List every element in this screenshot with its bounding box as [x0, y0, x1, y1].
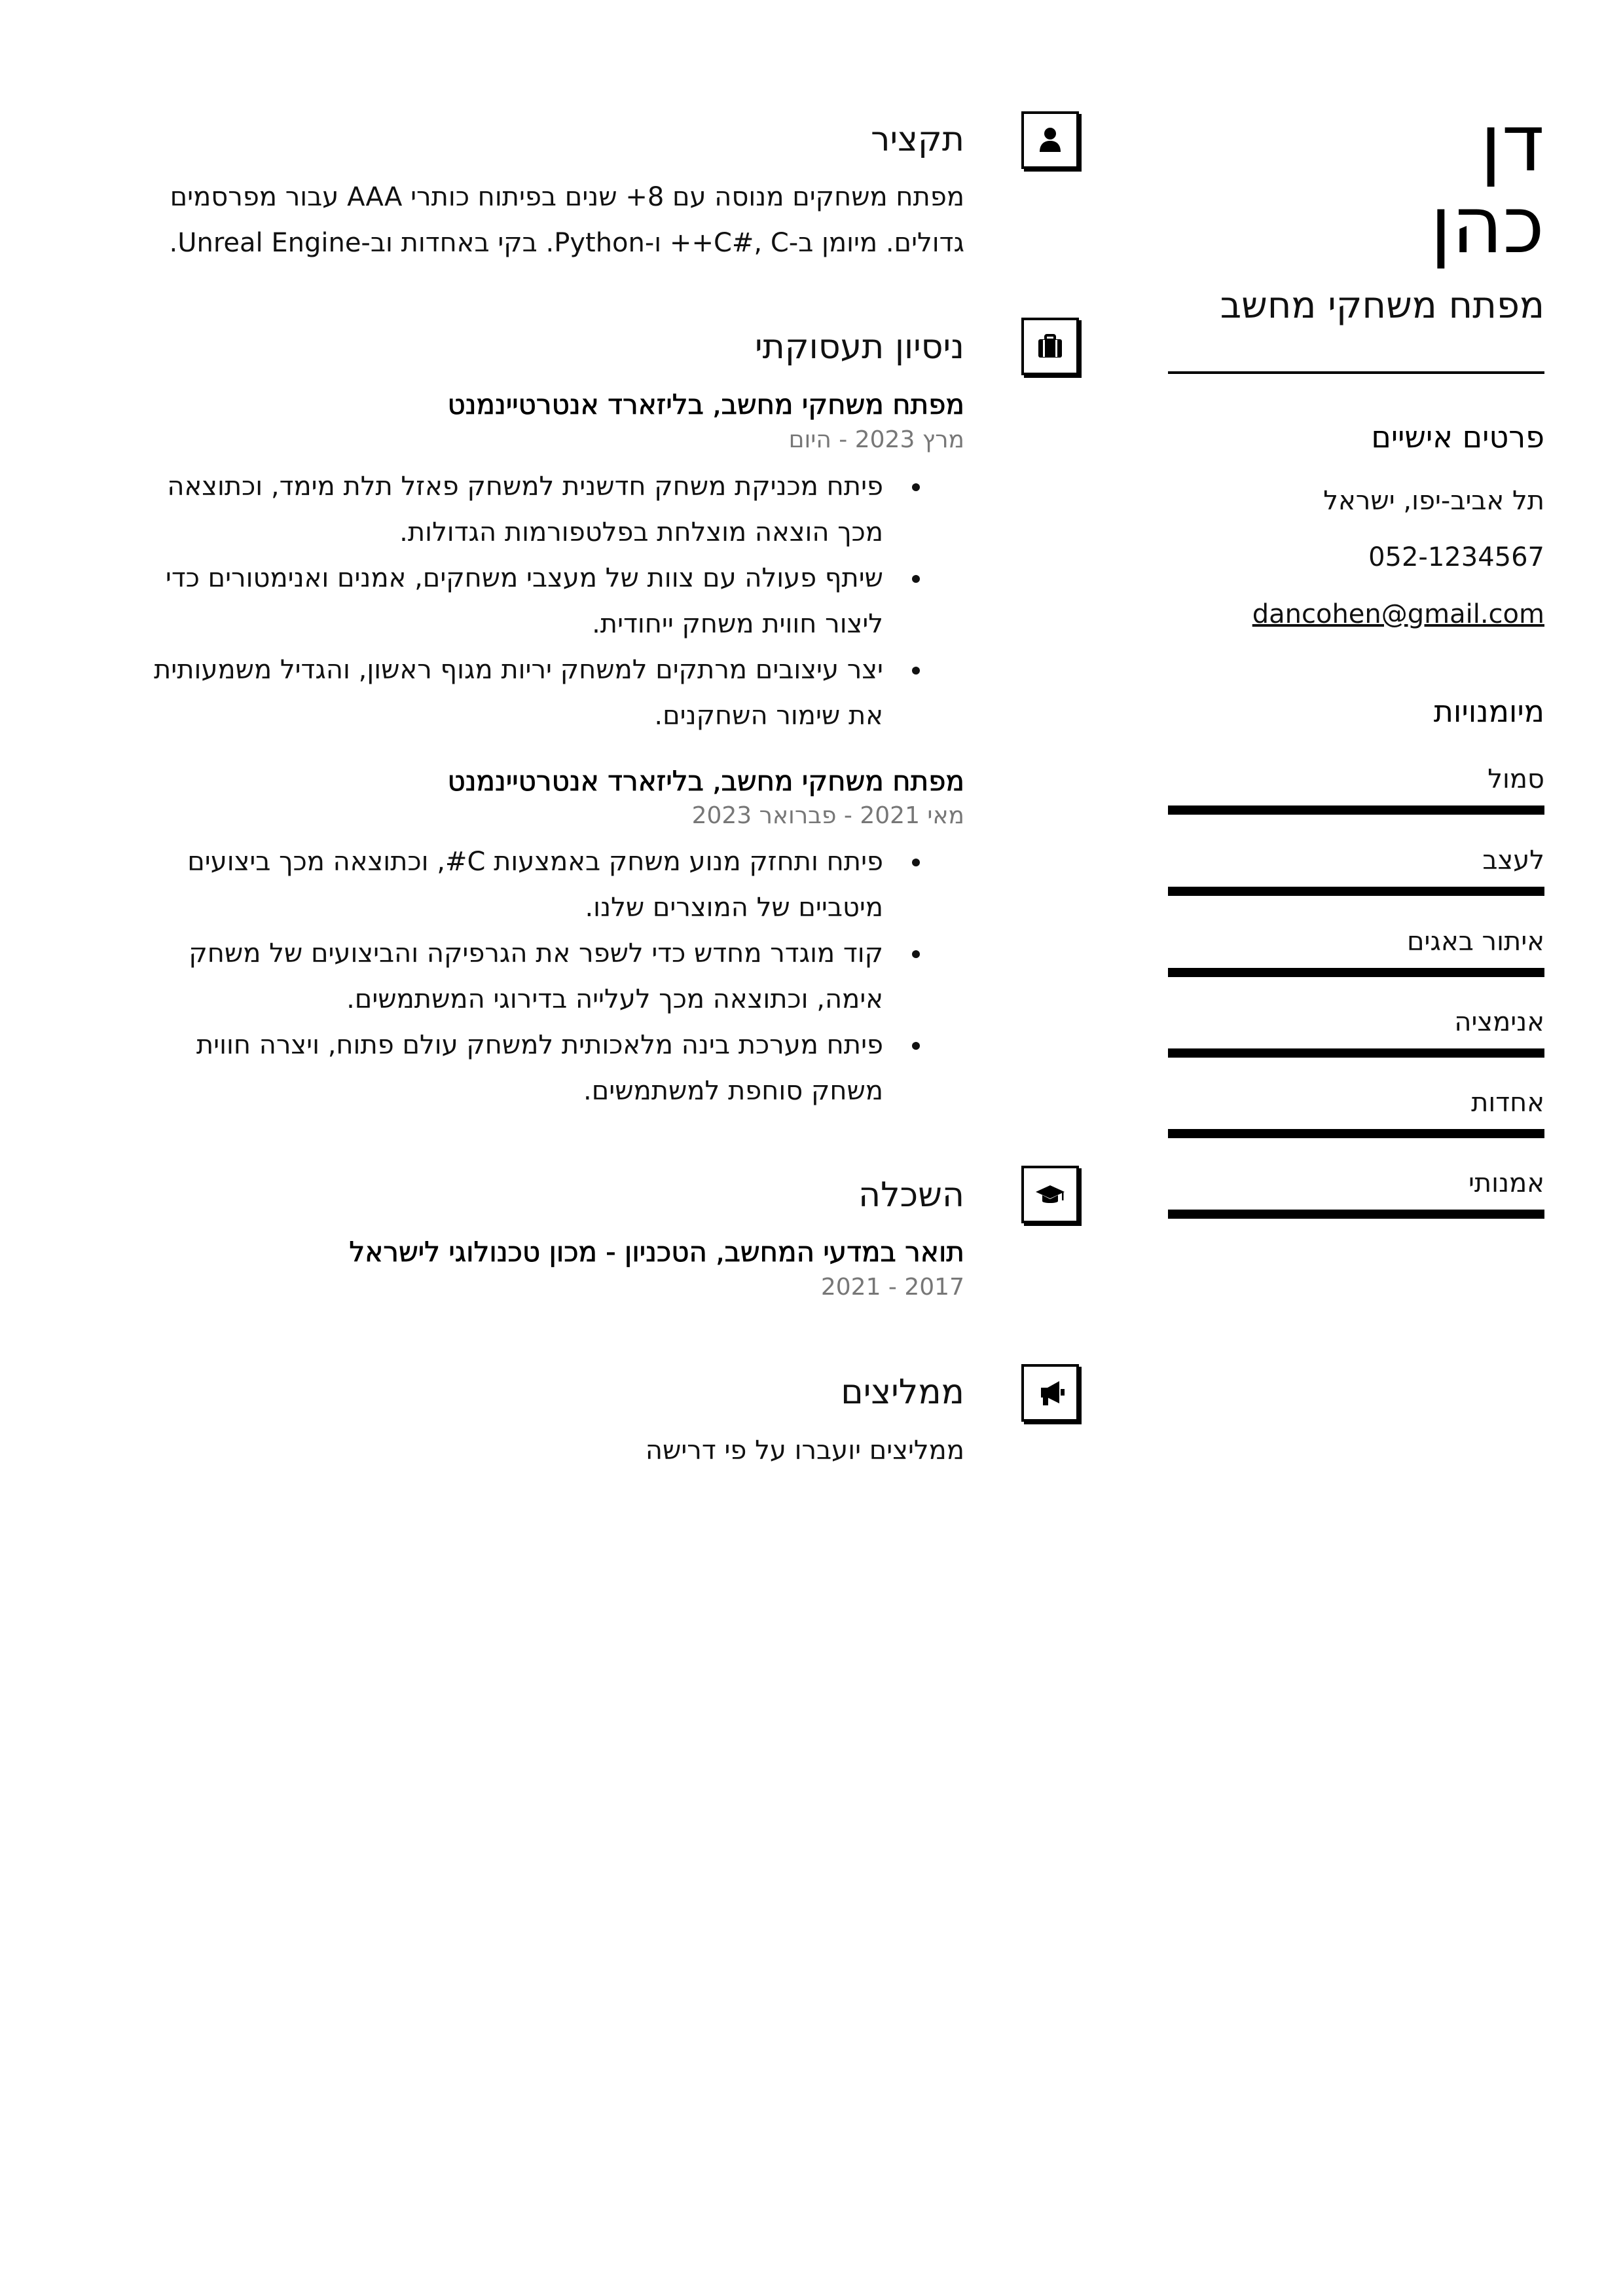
- experience-heading: ניסיון תעסוקתי: [754, 327, 964, 367]
- phone-text: 052-1234567: [1368, 542, 1544, 572]
- skill-bar: [1168, 805, 1544, 815]
- job-dates: מאי 2021 - פברואר 2023: [691, 802, 964, 829]
- skill-bar: [1168, 1210, 1544, 1219]
- sidebar-divider: [1168, 371, 1544, 374]
- first-name: דן: [1480, 98, 1544, 189]
- references-text: ממליצים יועברו על פי דרישה: [645, 1435, 964, 1466]
- graduation-cap-icon: [1021, 1166, 1079, 1223]
- last-name: כהן: [1430, 180, 1544, 271]
- list-item: פיתח מכניקת משחק חדשנית למשחק פאזל תלת מימד, וכתוצאה מכך הוצאה מוצלחת בפלטפורמות הגדולות.: [139, 464, 964, 555]
- education-heading: השכלה: [858, 1176, 964, 1215]
- email-link[interactable]: dancohen@gmail.com: [1252, 599, 1544, 629]
- list-item: פיתח מערכת בינה מלאכותית למשחק עולם פתוח, ויצרה חווית משחק סוחפת למשתמשים.: [139, 1022, 964, 1114]
- skills-heading: מיומנויות: [1433, 694, 1544, 729]
- job-title: מפתח משחקי מחשב, בליזארד אנטרטיינמנט: [447, 765, 964, 797]
- list-item: פיתח ותחזק מנוע משחק באמצעות C#, וכתוצאה מכך ביצועים מיטביים של המוצרים שלנו.: [139, 839, 964, 931]
- skill-label: איתור באגים: [1407, 927, 1544, 957]
- user-icon: [1021, 111, 1079, 169]
- personal-details-heading: פרטים אישיים: [1371, 419, 1544, 454]
- summary-line: גדולים. מיומן ב-C#, C++ ו-Python. בקי באחדות וב-Unreal Engine.: [169, 228, 964, 258]
- job-title: מפתח משחקי מחשב, בליזארד אנטרטיינמנט: [447, 388, 964, 420]
- education-dates: 2017 - 2021: [820, 1274, 964, 1301]
- job-title: מפתח משחקי מחשב: [1220, 284, 1544, 327]
- skill-label: סמול: [1487, 764, 1544, 794]
- skill-label: אנימציה: [1454, 1007, 1544, 1037]
- job-bullets: [139, 839, 964, 1114]
- degree-title: תואר במדעי המחשב, הטכניון - מכון טכנולוגי לישראל: [349, 1236, 964, 1268]
- skill-bar: [1168, 1048, 1544, 1058]
- megaphone-icon: [1021, 1364, 1079, 1422]
- list-item: קוד מוגדר מחדש כדי לשפר את הגרפיקה והביצועים של משחק אימה, וכתוצאה מכך לעלייה בדירוגי המשתמשים.: [139, 931, 964, 1022]
- briefcase-icon: [1021, 318, 1079, 375]
- skill-label: אחדות: [1471, 1088, 1544, 1118]
- list-item: שיתף פעולה עם צוות של מעצבי משחקים, אמנים ואנימטורים כדי ליצור חווית משחק ייחודית.: [139, 555, 964, 647]
- skill-label: לעצב: [1482, 845, 1544, 876]
- skill-bar: [1168, 968, 1544, 977]
- location-text: תל אביב-יפו, ישראל: [1323, 486, 1544, 516]
- skill-bar: [1168, 887, 1544, 896]
- list-item: יצר עיצובים מרתקים למשחק יריות מגוף ראשון, והגדיל משמעותית את שימור השחקנים.: [139, 647, 964, 739]
- skill-bar: [1168, 1129, 1544, 1138]
- summary-heading: תקציר: [871, 120, 964, 159]
- job-bullets: [139, 464, 964, 739]
- references-heading: ממליצים: [841, 1373, 964, 1412]
- skill-label: אמנותי: [1468, 1168, 1544, 1198]
- job-dates: מרץ 2023 - היום: [788, 426, 964, 453]
- summary-line: מפתח משחקים מנוסה עם 8+ שנים בפיתוח כותרי AAA עבור מפרסמים: [170, 182, 964, 212]
